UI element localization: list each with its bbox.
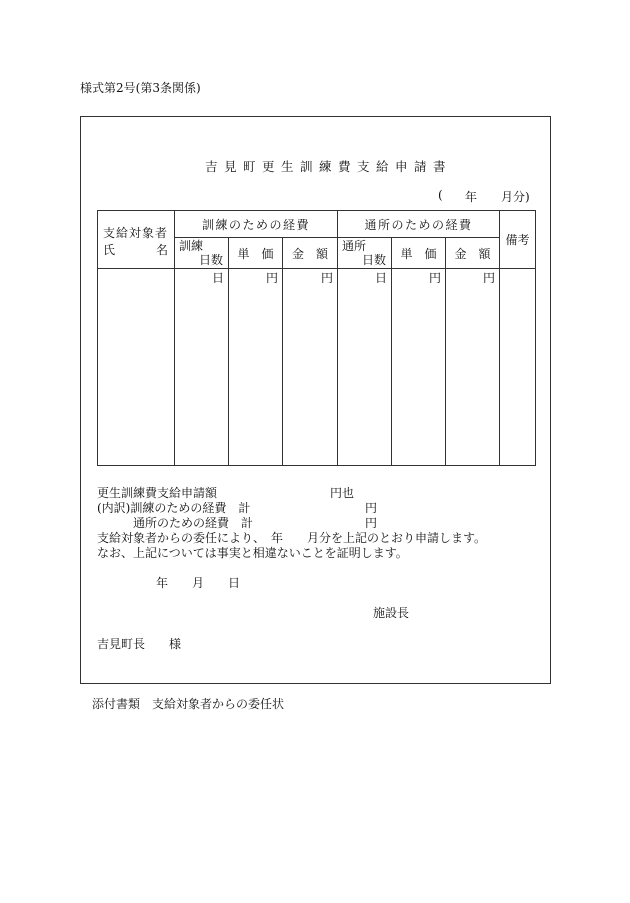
commute-days-header [338, 238, 392, 269]
application-table [97, 210, 536, 466]
certification-statement: なお、上記については事実と相違ないことを証明します。 [97, 546, 408, 560]
recipient-header-line1: 支給対象者 [103, 226, 169, 240]
name-header-b: 名 [155, 243, 168, 257]
commute-expense-header: 通所のための経費 [338, 211, 500, 238]
remarks-header: 備考 [500, 211, 536, 269]
unit-yen: 円 [429, 271, 442, 285]
commute-amount-cell[interactable] [446, 269, 500, 466]
commute-amount-header: 金 額 [446, 238, 500, 269]
unit-yen: 円 [483, 271, 496, 285]
training-amount-cell[interactable] [283, 269, 338, 466]
commute-unit-price-cell[interactable] [392, 269, 446, 466]
period-month: 月分) [501, 190, 530, 204]
period-open: ( [438, 188, 443, 202]
commute-unit-price-header: 単 価 [392, 238, 446, 269]
commute-days-b: 日数 [362, 253, 387, 267]
training-unit-price-cell[interactable] [229, 269, 283, 466]
training-expense-header: 訓練のための経費 [175, 211, 338, 238]
period-year: 年 [465, 190, 478, 204]
unit-days: 日 [375, 271, 388, 285]
recipient-name-header [98, 211, 175, 269]
training-days-b: 日数 [198, 253, 223, 267]
training-days-header [175, 238, 229, 269]
name-header-a: 氏 [103, 243, 116, 257]
unit-days: 日 [211, 271, 224, 285]
training-days-cell[interactable] [175, 269, 229, 466]
unit-yen: 円 [321, 271, 334, 285]
training-unit-price-header: 単 価 [229, 238, 283, 269]
facility-director: 施設長 [373, 606, 410, 620]
recipient-name-cell[interactable] [98, 269, 175, 466]
training-total-label: (内訳)訓練のための経費 計 [97, 501, 251, 515]
application-statement: 支給対象者からの委任により、 年 月分を上記のとおり申請します。 [97, 531, 487, 545]
application-date: 年 月 日 [156, 576, 241, 590]
training-days-a: 訓練 [179, 239, 204, 253]
attachment-note: 添付書類 支給対象者からの委任状 [92, 697, 285, 711]
remarks-cell[interactable] [500, 269, 536, 466]
commute-total-unit: 円 [365, 516, 378, 530]
commute-days-a: 通所 [342, 239, 367, 253]
unit-yen: 円 [265, 271, 278, 285]
addressee: 吉見町長 様 [97, 637, 182, 651]
form-number: 様式第2号(第3条関係) [80, 81, 201, 95]
application-amount-label: 更生訓練費支給申請額 [97, 486, 218, 500]
form-title: 吉見町更生訓練費支給申請書 [205, 159, 453, 174]
commute-days-cell[interactable] [338, 269, 392, 466]
application-amount-unit: 円也 [330, 486, 355, 500]
commute-total-label: 通所のための経費 計 [133, 516, 254, 530]
training-amount-header: 金 額 [283, 238, 338, 269]
training-total-unit: 円 [365, 501, 378, 515]
